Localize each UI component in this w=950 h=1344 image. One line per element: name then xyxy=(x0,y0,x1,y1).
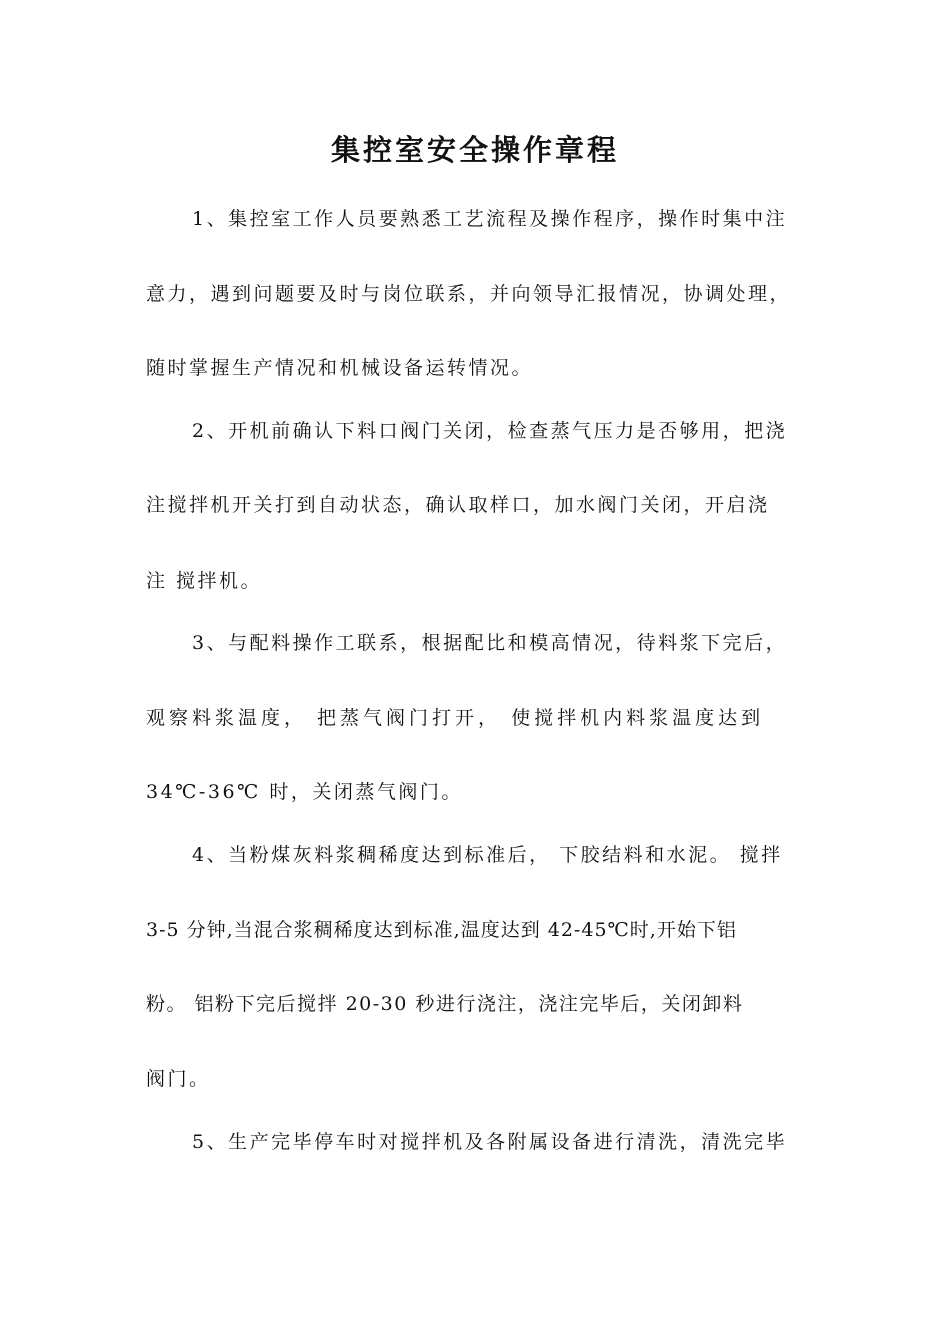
paragraph-2-line-2: 注搅拌机开关打到自动状态，确认取样口，加水阀门关闭，开启浇 xyxy=(146,494,770,516)
paragraph-4-line-3: 粉。 铝粉下完后搅拌 20-30 秒进行浇注，浇注完毕后，关闭卸料 xyxy=(146,993,744,1015)
paragraph-2-line-1: 2、开机前确认下料口阀门关闭，检查蒸气压力是否够用，把浇 xyxy=(192,420,788,442)
paragraph-3-line-3: 34℃-36℃ 时，关闭蒸气阀门。 xyxy=(146,781,463,803)
paragraph-1-line-3: 随时掌握生产情况和机械设备运转情况。 xyxy=(146,357,534,379)
paragraph-1-line-1: 1、集控室工作人员要熟悉工艺流程及操作程序，操作时集中注 xyxy=(192,208,788,230)
document-title: 集控室安全操作章程 xyxy=(330,133,619,167)
paragraph-3-line-2: 观察料浆温度， 把蒸气阀门打开， 使搅拌机内料浆温度达到 xyxy=(146,707,765,729)
paragraph-3-line-1: 3、与配料操作工联系，根据配比和模高情况，待料浆下完后， xyxy=(192,632,788,654)
paragraph-2-line-3: 注 搅拌机。 xyxy=(146,570,263,592)
paragraph-4-line-1: 4、当粉煤灰料浆稠稀度达到标准后， 下胶结料和水泥。 搅拌 xyxy=(192,844,783,866)
paragraph-1-line-2: 意力，遇到问题要及时与岗位联系，并向领导汇报情况，协调处理， xyxy=(146,283,792,305)
paragraph-4-line-2: 3-5 分钟,当混合浆稠稀度达到标准,温度达到 42-45℃时,开始下铝 xyxy=(146,919,737,941)
paragraph-5-line-1: 5、生产完毕停车时对搅拌机及各附属设备进行清洗，清洗完毕 xyxy=(192,1131,788,1153)
paragraph-4-line-4: 阀门。 xyxy=(146,1068,211,1090)
